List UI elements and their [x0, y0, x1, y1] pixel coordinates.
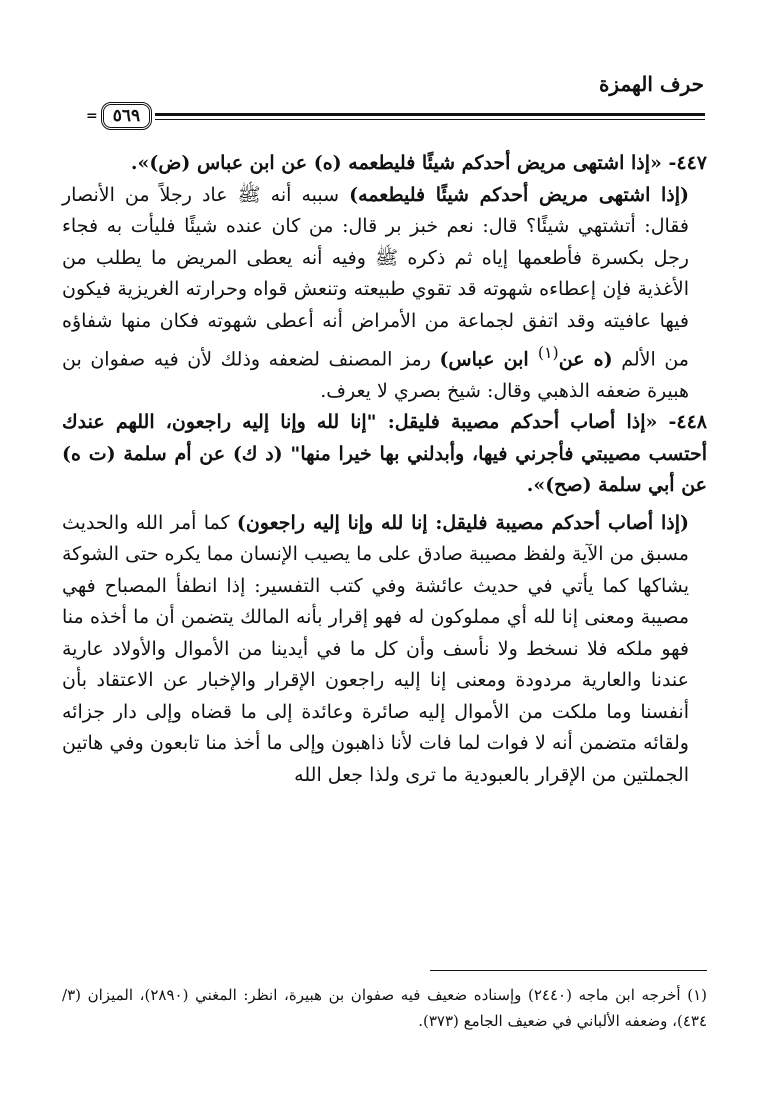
hadith-448-title: ٤٤٨- «إذا أصاب أحدكم مصيبة فليقل: "إنا لله وإنا إليه راجعون، اللهم عندك أحتسب مصيبتي فأجرني فيها، وأبدلني بها خيرا منها" (د ك) عن أم سلمة (ت ه) عن أبي سلمة (صح)».: [62, 411, 707, 497]
chapter-title: حرف الهمزة: [598, 72, 704, 96]
hadith-447-commentary: [62, 180, 707, 408]
hadith-447-lead: (إذا اشتهى مريض أحدكم شيئًا فليطعمه): [349, 183, 690, 206]
footnote-separator: [430, 970, 707, 971]
footnotes: [62, 982, 707, 1034]
hadith-447-title: ٤٤٧- «إذا اشتهى مريض أحدكم شيئًا فليطعمه (ه) عن ابن عباس (ض)».: [130, 152, 707, 174]
hadith-447-tail: رمز المصنف لضعفه وذلك لأن فيه صفوان بن هبيرة ضعفه الذهبي وقال: شيخ بصري لا يعرف.: [62, 348, 689, 402]
header-rule: [155, 113, 705, 116]
header-rule-thin: [155, 119, 705, 120]
page-number-box: [86, 102, 152, 130]
hadith-447-ref: (ه عن: [558, 348, 613, 371]
hadith-447-text: سببه أنه ﷺ عاد رجلاً من الأنصار فقال: أتشتهي شيئًا؟ قال: نعم خبز بر قال: من كان عنده شيئًا فليأت به فجاء رجل بكسرة فأطعمها إياه ثم ذكره ﷺ وفيه أنه يعطى المريض ما يطلب من الأغذية فإن إعطاءه شهوته قد تقوي طبيعته وتنعش قواه وحرارته الغريزية فيكون فيها عافيته وقد اتفق لجماعة من الأمراض أنه أعطى شهوته فكان منها شفاؤه من الألم: [62, 183, 689, 371]
main-text: [62, 148, 707, 791]
hadith-447-ref-2: ابن عباس): [439, 348, 538, 371]
hadith-448-text: كما أمر الله والحديث مسبق من الآية ولفظ مصيبة صادق على ما يصيب الإنسان مما يكره حتى الشوكة يشاكها كما يأتي في حديث عائشة وفي كتب التفسير: إذا انطفأ المصباح فهي مصيبة ومعنى إنا لله أي مملوكون له فهو إقرار بأنه المالك يتضمن أن ما أخذه منا فهو ملكه فلا نسخط ولا نأسف وأن كل ما في أيدينا من الأموال والأولاد عارية عندنا والعارية مردودة ومعنى إنا إليه راجعون الإقرار والإخبار عن الاعتقاد بأن أنفسنا وما ملكت من الأموال إليه صائرة وعائدة إلى ما قضاه وإلى دار جزائه ولقائه متضمن أنه لا فوات لما فات لأنا ذاهبون وإلى ما أخذ منا تابعون وفي هاتين الجملتين من الإقرار بالعبودية ما ترى ولذا جعل الله: [62, 511, 689, 786]
page-number-ornament: =: [86, 108, 98, 124]
footnote-marker[interactable]: (١): [537, 343, 559, 362]
hadith-448-lead: (إذا أصاب أحدكم مصيبة فليقل: إنا لله وإنا إليه راجعون): [236, 511, 689, 534]
footnote-1: (١) أخرجه ابن ماجه (٢٤٤٠) وإسناده ضعيف فيه صفوان بن هبيرة، انظر: المغني (٢٨٩٠)، الميزان (٣/ ٤٣٤)، وضعفه الألباني في ضعيف الجامع (٣٧٣).: [62, 986, 707, 1030]
page-number: ٥٦٩: [101, 102, 152, 130]
hadith-448-commentary: [62, 508, 707, 792]
